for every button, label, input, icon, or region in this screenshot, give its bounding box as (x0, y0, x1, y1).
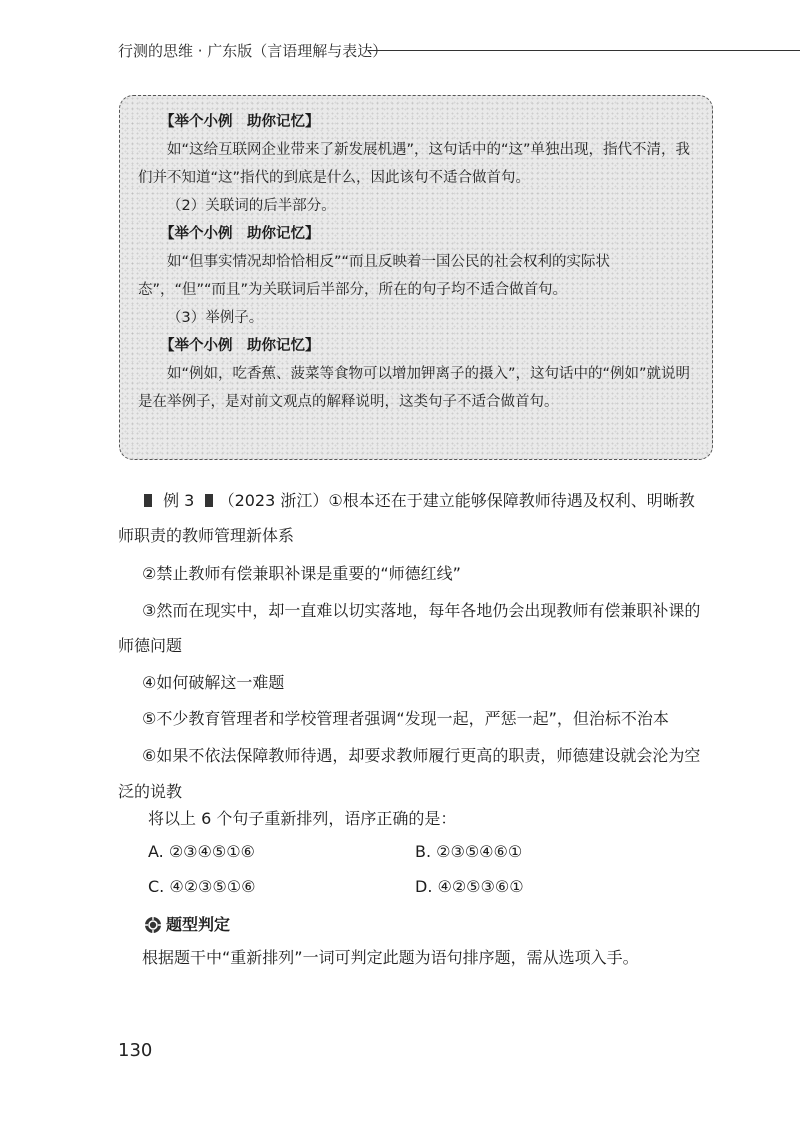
question-stem: 将以上 6 个句子重新排列，语序正确的是： (148, 809, 457, 828)
sentence-1a: ①根本还在于建立能够保障教师待遇及权利、明晰教 (328, 491, 695, 510)
header-title: 行测的思维 · 广东版（言语理解与表达） (118, 42, 388, 60)
tip-text-3: 如“例如，吃香蕉、菠菜等食物可以增加钾离子的摄入”，这句话中的“例如”就说明是在举例子，是对前文观点的解释说明，这类句子不适合做首句。 (138, 366, 691, 410)
tip-text-1: 如“这给互联网企业带来了新发展机遇”，这句话中的“这”单独出现，指代不清，我们并不知道“这”指代的到底是什么，因此该句不适合做首句。 (138, 142, 691, 186)
page-number: 130 (118, 1040, 153, 1061)
tip-label-2: 【举个小例 助你记忆】 (160, 226, 320, 242)
sentence-3a: ③然而在现实中，却一直难以切实落地，每年各地仍会出现教师有偿兼职补课的 (142, 601, 701, 620)
tip-label-3: 【举个小例 助你记忆】 (160, 338, 320, 354)
option-a[interactable]: A. ②③④⑤①⑥ (148, 842, 255, 861)
gear-icon (144, 916, 162, 934)
example-heading (144, 488, 695, 511)
sentence-5: ⑤不少教育管理者和学校管理者强调“发现一起，严惩一起”，但治标不治本 (142, 709, 669, 728)
option-b[interactable]: B. ②③⑤④⑥① (415, 842, 523, 861)
sentence-3b: 师德问题 (118, 636, 183, 655)
sentence-1b: 师职责的教师管理新体系 (118, 526, 295, 545)
bracket-mark-icon (205, 494, 213, 507)
judgement-heading (144, 912, 230, 935)
sentence-2: ②禁止教师有偿兼职补课是重要的“师德红线” (142, 564, 461, 583)
tip-label-1: 【举个小例 助你记忆】 (160, 114, 320, 130)
tip-item-2: （2）关联词的后半部分。 (167, 198, 336, 214)
memory-tip-box (119, 95, 713, 460)
tip-item-3: （3）举例子。 (167, 310, 264, 326)
header-rule (368, 50, 800, 51)
tip-text-2: 如“但事实情况却恰恰相反”“而且反映着一国公民的社会权利的实际状态”，“但”“而且”为关联词后半部分，所在的句子均不适合做首句。 (138, 254, 611, 298)
judgement-title: 题型判定 (166, 915, 231, 934)
judgement-text: 根据题干中“重新排列”一词可判定此题为语句排序题，需从选项入手。 (142, 948, 639, 967)
page-header (118, 38, 718, 62)
example-source: （2023 浙江） (218, 491, 329, 510)
option-c[interactable]: C. ④②③⑤①⑥ (148, 877, 256, 896)
example-tag: 例 3 (163, 491, 195, 510)
sentence-6b: 泛的说教 (118, 782, 183, 801)
bracket-mark-icon (144, 494, 152, 507)
sentence-6a: ⑥如果不依法保障教师待遇，却要求教师履行更高的职责，师德建设就会沦为空 (142, 746, 701, 765)
sentence-4: ④如何破解这一难题 (142, 673, 285, 692)
option-d[interactable]: D. ④②⑤③⑥① (415, 877, 524, 896)
